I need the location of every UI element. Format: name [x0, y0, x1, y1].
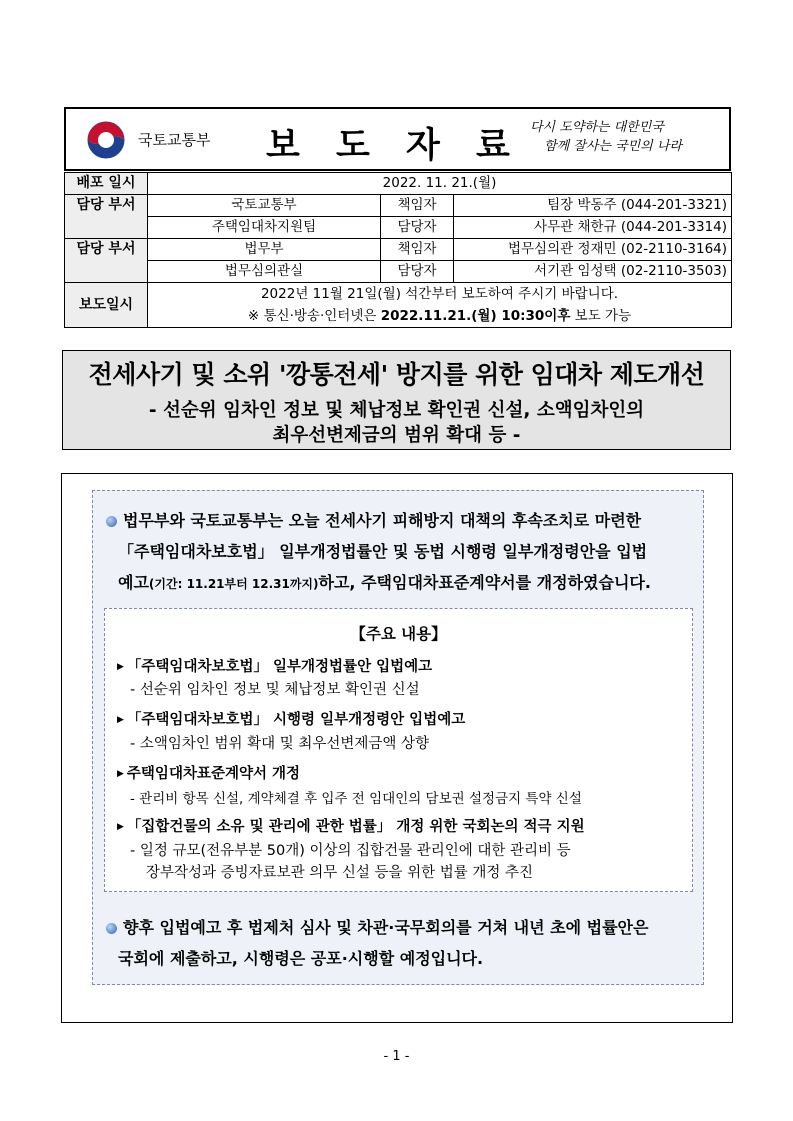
- triangle-right-icon: ▶: [117, 822, 124, 832]
- para1-line-1-text: 법무부와 국토교통부는 오늘 전세사기 피해방지 대책의 후속조치로 마련한: [123, 511, 642, 530]
- key-item-3: [117, 762, 300, 783]
- dept2-role-2: 담당자: [381, 261, 454, 283]
- triangle-right-icon: ▶: [117, 662, 124, 672]
- release-line-2: [148, 305, 732, 328]
- press-release-title: 보 도 자 료: [266, 126, 522, 166]
- para1-line-2: 「주택임대차보호법」 일부개정법률안 및 동법 시행령 일부개정령안을 입법: [118, 542, 648, 561]
- distribution-date: 2022. 11. 21.(월): [148, 173, 732, 195]
- key-item-4-title: 「집합건물의 소유 및 관리에 관한 법률」 개정 위한 국회논의 적극 지원: [126, 819, 585, 835]
- slogan-line-2: 함께 잘사는 국민의 나라: [544, 139, 682, 154]
- dept1-person-2: 사무관 채한규 (044-201-3314): [454, 217, 732, 239]
- release-prefix: ※ 통신·방송·인터넷은: [247, 307, 377, 324]
- key-item-2-sub: - 소액임차인 범위 확대 및 최우선변제금액 상향: [130, 736, 430, 752]
- dept2-label: 담당 부서: [65, 239, 148, 283]
- page-number: - 1 -: [383, 1049, 410, 1064]
- key-item-3-sub: - 관리비 항목 신설, 계약체결 후 입주 전 임대인의 담보권 설정금지 특약 신설: [130, 791, 582, 807]
- para1-line-3: [106, 567, 696, 600]
- key-item-4: [117, 815, 585, 836]
- slogan: [530, 118, 710, 156]
- subheadline-line-2: 최우선변제금의 범위 확대 등 -: [272, 425, 521, 446]
- key-item-3-title: 주택임대차표준계약서 개정: [126, 766, 301, 782]
- key-content-title: 【주요 내용】: [350, 625, 447, 643]
- para1-line-3-a: 예고: [118, 573, 149, 592]
- subheadline-line-1: - 선순위 임차인 정보 및 체납정보 확인권 신설, 소액임차인의: [148, 400, 645, 421]
- triangle-right-icon: ▶: [117, 769, 124, 779]
- para2-line-1: [106, 912, 696, 943]
- key-item-1-sub: - 선순위 임차인 정보 및 체납정보 확인권 신설: [130, 682, 420, 698]
- dept2-person-1: 법무심의관 정재민 (02-2110-3164): [454, 239, 732, 261]
- para2-line-2: 국회에 제출하고, 시행령은 공포·시행할 예정입니다.: [118, 949, 484, 968]
- key-item-2: [117, 708, 465, 729]
- dept2-org: 법무부: [148, 239, 381, 261]
- para1-line-3-b: 하고, 주택임대차표준계약서를 개정하였습니다.: [318, 573, 651, 592]
- blue-ball-icon: [106, 516, 117, 527]
- release-line-1: 2022년 11월 21일(월) 석간부터 보도하여 주시기 바랍니다.: [148, 283, 732, 306]
- dept1-person-1: 팀장 박동주 (044-201-3321): [454, 195, 732, 217]
- release-label: 보도일시: [65, 283, 148, 328]
- ministry-name: 국토교통부: [138, 131, 211, 149]
- subheadline: [62, 398, 731, 448]
- key-item-4-sub: - 일정 규모(전유부분 50개) 이상의 집합건물 관리인에 대한 관리비 등: [130, 843, 571, 859]
- summary-paragraph-2: [106, 912, 696, 974]
- key-item-1-title: 「주택임대차보호법」 일부개정법률안 입법예고: [126, 659, 433, 675]
- para1-period: (기간: 11.21부터 12.31까지): [148, 577, 319, 591]
- distribution-label: 배포 일시: [65, 173, 148, 195]
- triangle-right-icon: ▶: [117, 715, 124, 725]
- summary-paragraph-1: [106, 505, 696, 600]
- dept2-role-1: 책임자: [381, 239, 454, 261]
- release-time: 2022.11.21.(월) 10:30이후: [380, 307, 571, 324]
- dept1-label: 담당 부서: [65, 195, 148, 239]
- key-item-2-title: 「주택임대차보호법」 시행령 일부개정령안 입법예고: [126, 712, 466, 728]
- ministry-logo-icon: [86, 120, 126, 160]
- dept1-role-2: 담당자: [381, 217, 454, 239]
- dept1-org: 국토교통부: [148, 195, 381, 217]
- dept2-person-2: 서기관 임성택 (02-2110-3503): [454, 261, 732, 283]
- para1-line-1: [106, 505, 696, 536]
- dept1-role-1: 책임자: [381, 195, 454, 217]
- slogan-line-1: 다시 도약하는 대한민국: [530, 120, 664, 135]
- blue-ball-icon: [106, 923, 117, 934]
- info-table: [64, 172, 732, 328]
- release-suffix: 보도 가능: [574, 307, 632, 324]
- dept1-team: 주택임대차지원팀: [148, 217, 381, 239]
- key-item-1: [117, 655, 432, 676]
- para2-line-1-text: 향후 입법예고 후 법제처 심사 및 차관·국무회의를 거쳐 내년 초에 법률안은: [123, 918, 649, 937]
- dept2-team: 법무심의관실: [148, 261, 381, 283]
- key-item-4-sub2: 장부작성과 증빙자료보관 의무 신설 등을 위한 법률 개정 추진: [146, 865, 534, 881]
- headline: 전세사기 및 소위 '깡통전세' 방지를 위한 임대차 제도개선: [88, 360, 705, 389]
